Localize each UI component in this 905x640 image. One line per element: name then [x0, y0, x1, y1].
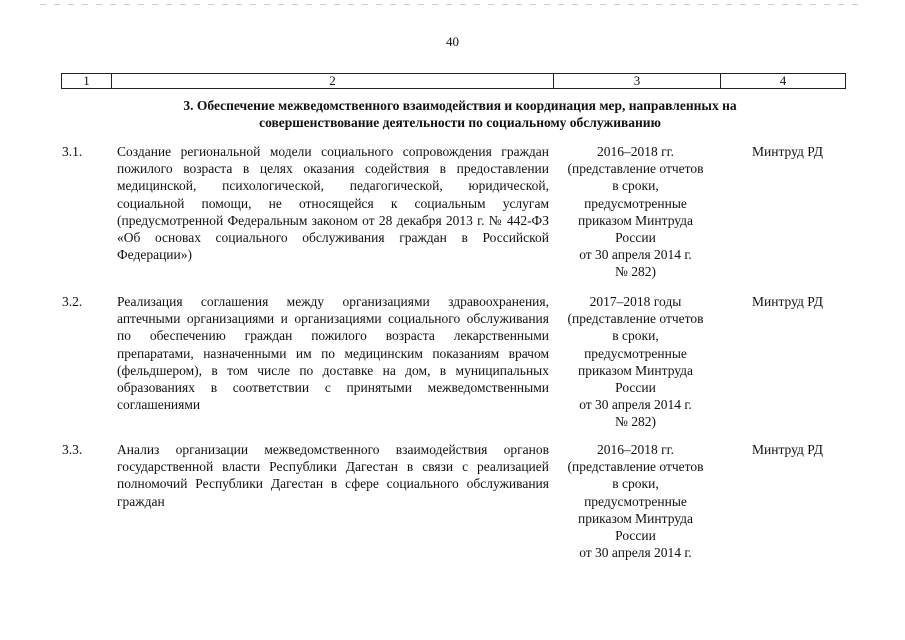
period-line: предусмотренные: [584, 345, 687, 361]
period-line: России: [615, 528, 656, 544]
row-number: 3.1.: [62, 144, 83, 159]
column-header-table: [61, 73, 846, 89]
row-number: 3.2.: [62, 294, 83, 309]
row-number: 3.3.: [62, 442, 83, 457]
period-line: № 282): [614, 264, 656, 280]
row-description: Анализ организации межведомственного взаимодействия органов государственной власти Республики Дагестан в связи с реализацией полномочий Республики Дагестан в сфере социального обслуживания граждан: [117, 442, 549, 509]
period-line: предусмотренные: [584, 195, 687, 211]
period-line: (представление отчетов: [567, 311, 704, 327]
row-description: Создание региональной модели социального сопровождения граждан пожилого возраста в целях оказания содействия в предоставлении медицинской, психологической, педагогической, юридической, социальной помощи, не относящейся к социальным услугам (предусмотренной Федеральным законом от 28 декабря 2013 г. № 442-ФЗ «Об основах социального обслуживания граждан в Российской Федерации»): [117, 144, 549, 263]
period-line: приказом Минтруда: [577, 510, 694, 526]
page-number: 40: [446, 34, 459, 49]
section-title: [100, 97, 820, 131]
row-period: [553, 441, 718, 561]
row-responsible: Минтруд РД: [752, 144, 823, 159]
column-number-4: 4: [721, 74, 846, 89]
scan-artifact-line: [40, 4, 860, 5]
section-title-line-2: совершенствование деятельности по социальному обслуживанию: [259, 115, 661, 130]
period-line: (представление отчетов: [567, 459, 704, 475]
period-line: России: [615, 230, 656, 246]
period-line: России: [615, 380, 656, 396]
row-responsible: Минтруд РД: [752, 294, 823, 309]
period-line: от 30 апреля 2014 г.: [579, 545, 692, 561]
period-line: приказом Минтруда: [577, 212, 694, 228]
row-period: [553, 293, 718, 431]
period-line: в сроки,: [612, 328, 659, 344]
row-description: Реализация соглашения между организациями здравоохранения, аптечными организациями и организациями социального обслуживания по обеспечению граждан пожилого возраста лекарственными препаратами, назначенными им по медицинским показаниям врачом (фельдшером), в том числе по доставке на дом, в муниципальных образованиях в соответствии с принятыми межведомственными соглашениями: [117, 294, 549, 413]
column-number-3: 3: [554, 74, 721, 89]
period-line: 2017–2018 годы: [589, 294, 682, 309]
column-number-1: 1: [62, 74, 112, 89]
period-line: от 30 апреля 2014 г.: [579, 397, 692, 413]
period-line: (представление отчетов: [567, 161, 704, 177]
period-line: от 30 апреля 2014 г.: [579, 247, 692, 263]
row-responsible: Минтруд РД: [752, 442, 823, 457]
column-header-row: [62, 74, 846, 89]
period-line: в сроки,: [612, 178, 659, 194]
period-line: приказом Минтруда: [577, 362, 694, 378]
period-line: 2016–2018 гг.: [596, 442, 675, 457]
section-title-line-1: 3. Обеспечение межведомственного взаимодействия и координация мер, направленных на: [183, 98, 737, 113]
period-line: 2016–2018 гг.: [596, 144, 675, 159]
period-line: в сроки,: [612, 476, 659, 492]
row-period: [553, 143, 718, 281]
period-line: № 282): [614, 414, 656, 430]
column-number-2: 2: [112, 74, 554, 89]
period-line: предусмотренные: [584, 493, 687, 509]
